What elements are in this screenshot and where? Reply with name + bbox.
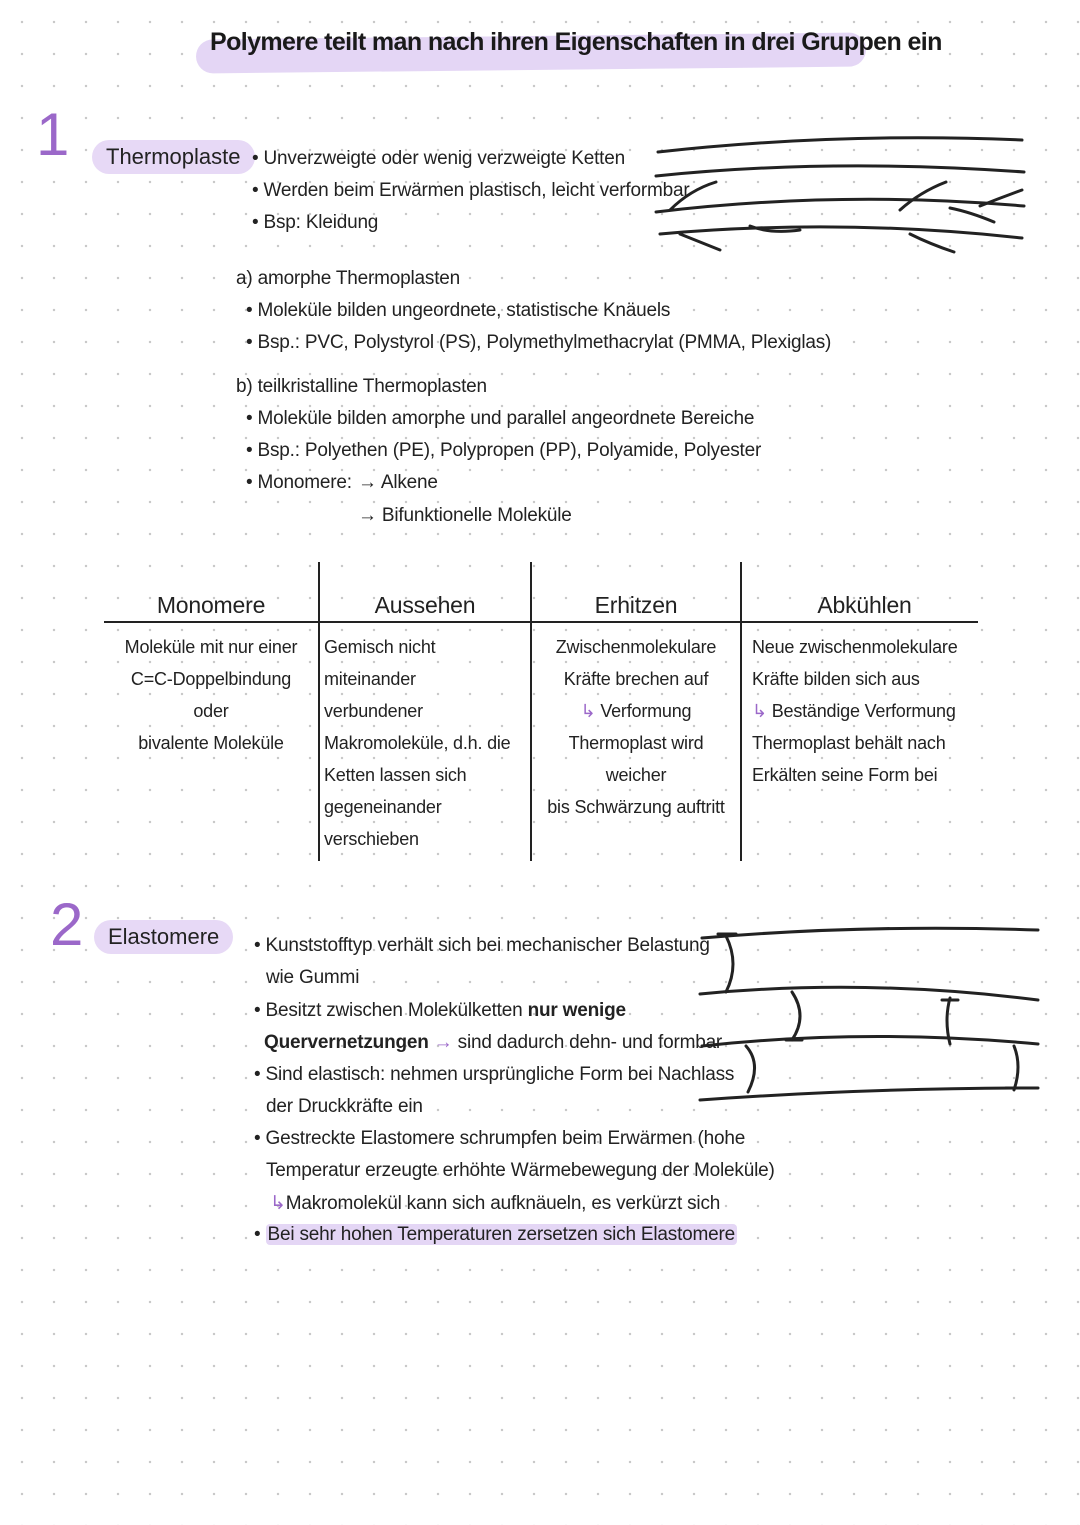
- table-header-row: [104, 562, 978, 622]
- table-header-erhitzen: Erhitzen: [531, 562, 741, 622]
- table-row: [104, 622, 978, 861]
- elastomer-crosslinks-sketch: [696, 920, 1046, 1110]
- thermo-bullet-1: • Unverzweigte oder wenig verzweigte Ketten: [252, 148, 625, 170]
- elasto-bullet-1b: wie Gummi: [266, 967, 360, 988]
- elasto-bullet-2b: Quervernetzungen → sind dadurch dehn- und formbar: [264, 1032, 723, 1053]
- monomere-item-2: → Bifunktionelle Moleküle: [358, 505, 572, 526]
- elasto-bullet-3b: der Druckkräfte ein: [266, 1096, 423, 1117]
- elasto-bullet-4a: • Gestreckte Elastomere schrumpfen beim Erwärmen (hohe: [254, 1128, 745, 1150]
- thermo-bullet-3: • Bsp: Kleidung: [252, 212, 378, 234]
- table-cell-monomere: Moleküle mit nur einer C=C-Doppelbindung oder bivalente Moleküle: [124, 637, 298, 753]
- sub-b-bullet-2: • Bsp.: Polyethen (PE), Polypropen (PP), Polyamide, Polyester: [246, 440, 761, 462]
- elasto-bullet-5: • Bei sehr hohen Temperaturen zersetzen sich Elastomere: [254, 1224, 737, 1246]
- sub-a-bullet-2: • Bsp.: PVC, Polystyrol (PS), Polymethylmethacrylat (PMMA, Plexiglas): [246, 332, 831, 354]
- elasto-bullet-1a: • Kunststofftyp verhält sich bei mechanischer Belastung: [254, 935, 710, 957]
- heading-thermoplaste: Thermoplaste: [92, 140, 255, 174]
- thermo-bullet-2: • Werden beim Erwärmen plastisch, leicht verformbar: [252, 180, 689, 202]
- sub-a-heading: a) amorphe Thermoplasten: [236, 268, 461, 289]
- section-number-2: 2: [50, 891, 84, 958]
- elasto-bullet-4b: Temperatur erzeugte erhöhte Wärmebewegung der Moleküle): [266, 1160, 775, 1181]
- section-number-1: 1: [36, 101, 70, 168]
- sub-b-bullet-1: • Moleküle bilden amorphe und parallel angeordnete Bereiche: [246, 408, 754, 430]
- table-header-monomere: Monomere: [104, 562, 319, 622]
- elasto-bullet-4c: ↳Makromolekül kann sich aufknäueln, es verkürzt sich: [270, 1193, 721, 1214]
- thermoplast-chains-sketch: [650, 130, 1030, 260]
- elasto-bullet-2a: • Besitzt zwischen Molekülketten nur wenige: [254, 1000, 626, 1022]
- properties-table: [104, 562, 978, 861]
- table-header-aussehen: Aussehen: [319, 562, 531, 622]
- arrow-return-icon: ↳: [580, 701, 596, 721]
- arrow-return-icon: ↳: [752, 701, 767, 721]
- monomere-label: • Monomere:: [246, 472, 352, 494]
- monomere-item-1: → Alkene: [358, 472, 438, 493]
- table-cell-aussehen: Gemisch nicht miteinander verbundener Makromoleküle, d.h. die Ketten lassen sich gegeneinander verschieben: [319, 622, 531, 861]
- arrow-right-icon: →: [358, 472, 377, 493]
- sub-b-heading: b) teilkristalline Thermoplasten: [236, 376, 487, 397]
- arrow-right-icon: →: [358, 505, 377, 526]
- page-title: Polymere teilt man nach ihren Eigenschaften in drei Gruppen ein: [210, 28, 942, 56]
- sub-a-bullet-1: • Moleküle bilden ungeordnete, statistische Knäuels: [246, 300, 670, 322]
- arrow-return-icon: ↳: [270, 1193, 286, 1214]
- table-cell-erhitzen: Zwischenmolekulare Kräfte brechen auf ↳ Verformung Thermoplast wird weicher bis Schwärzung auftritt: [531, 622, 741, 861]
- heading-elastomere: Elastomere: [94, 920, 233, 954]
- elasto-bullet-3a: • Sind elastisch: nehmen ursprüngliche Form bei Nachlass: [254, 1064, 734, 1086]
- arrow-right-icon: →: [433, 1032, 453, 1053]
- table-header-abkuehlen: Abkühlen: [741, 562, 978, 622]
- table-cell-abkuehlen: Neue zwischenmolekulare Kräfte bilden sich aus ↳ Beständige Verformung Thermoplast behält nach Erkälten seine Form bei: [741, 622, 978, 861]
